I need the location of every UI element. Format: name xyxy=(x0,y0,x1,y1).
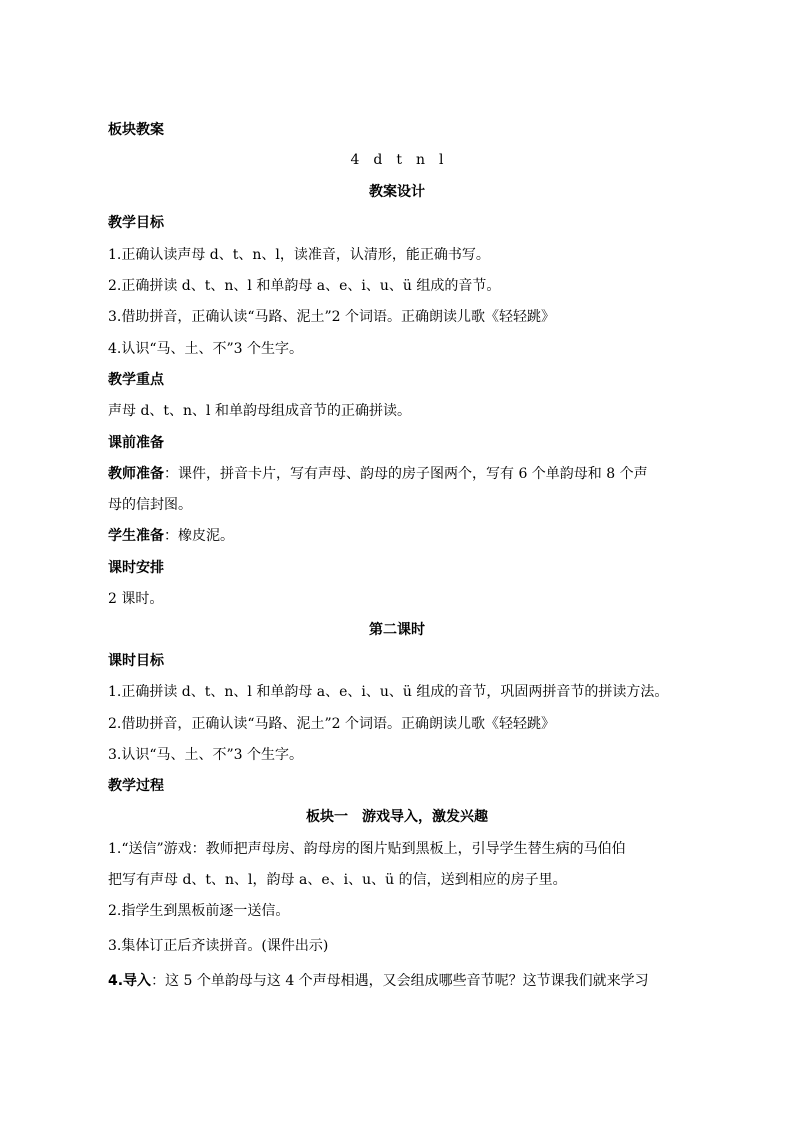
lesson-goal-item: 2.借助拼音，正确认读“马路、泥土”2 个词语。正确朗读儿歌《轻轻跳》 xyxy=(108,716,556,732)
process-heading: 教学过程 xyxy=(108,778,164,794)
objectives-heading: 教学目标 xyxy=(108,215,164,231)
student-preparation-label: 学生准备 xyxy=(108,528,164,544)
student-preparation xyxy=(108,526,234,546)
preparation-heading: 课前准备 xyxy=(108,435,164,451)
teacher-preparation-text: ：课件，拼音卡片，写有声母、韵母的房子图两个，写有 6 个单韵母和 8 个声 xyxy=(164,466,648,482)
lesson-goal-item: 3.认识“马、土、不”3 个生字。 xyxy=(108,747,304,763)
teacher-preparation-continued: 母的信封图。 xyxy=(108,497,192,513)
lesson-title: 4 d t n l xyxy=(350,152,444,168)
objective-item: 4.认识“马、土、不”3 个生字。 xyxy=(108,341,304,357)
process-step xyxy=(108,971,649,991)
lesson-goal-item: 1.正确拼读 d、t、n、l 和单韵母 a、e、i、u、ü 组成的音节，巩固两拼音节的拼读方法。 xyxy=(108,684,669,700)
teacher-preparation-label: 教师准备 xyxy=(108,466,164,482)
second-lesson-heading: 第二课时 xyxy=(369,622,425,638)
key-points-text: 声母 d、t、n、l 和单韵母组成音节的正确拼读。 xyxy=(108,403,411,419)
objective-item: 1.正确认读声母 d、t、n、l，读准音，认清形，能正确书写。 xyxy=(108,247,490,263)
key-points-heading: 教学重点 xyxy=(108,372,164,388)
process-step: 2.指学生到黑板前逐一送信。 xyxy=(108,903,290,919)
header-label: 板块教案 xyxy=(108,122,164,138)
schedule-text: 2 课时。 xyxy=(108,591,164,607)
process-step: 1.“送信”游戏：教师把声母房、韵母房的图片贴到黑板上，引导学生替生病的马伯伯 xyxy=(108,841,626,857)
teacher-preparation xyxy=(108,464,648,484)
design-heading: 教案设计 xyxy=(369,184,425,200)
schedule-heading: 课时安排 xyxy=(108,560,164,576)
intro-label: 4.导入 xyxy=(108,973,152,989)
process-step-continued: 把写有声母 d、t、n、l，韵母 a、e、i、u、ü 的信，送到相应的房子里。 xyxy=(108,872,567,888)
lesson-goals-heading: 课时目标 xyxy=(108,653,164,669)
student-preparation-text: ：橡皮泥。 xyxy=(164,528,234,544)
process-step: 3.集体订正后齐读拼音。(课件出示) xyxy=(108,938,329,954)
intro-text: ：这 5 个单韵母与这 4 个声母相遇，又会组成哪些音节呢？这节课我们就来学习 xyxy=(151,973,649,989)
objective-item: 2.正确拼读 d、t、n、l 和单韵母 a、e、i、u、ü 组成的音节。 xyxy=(108,278,501,294)
objective-item: 3.借助拼音，正确认读“马路、泥土”2 个词语。正确朗读儿歌《轻轻跳》 xyxy=(108,309,556,325)
block-title: 板块一 游戏导入，激发兴趣 xyxy=(306,809,488,825)
